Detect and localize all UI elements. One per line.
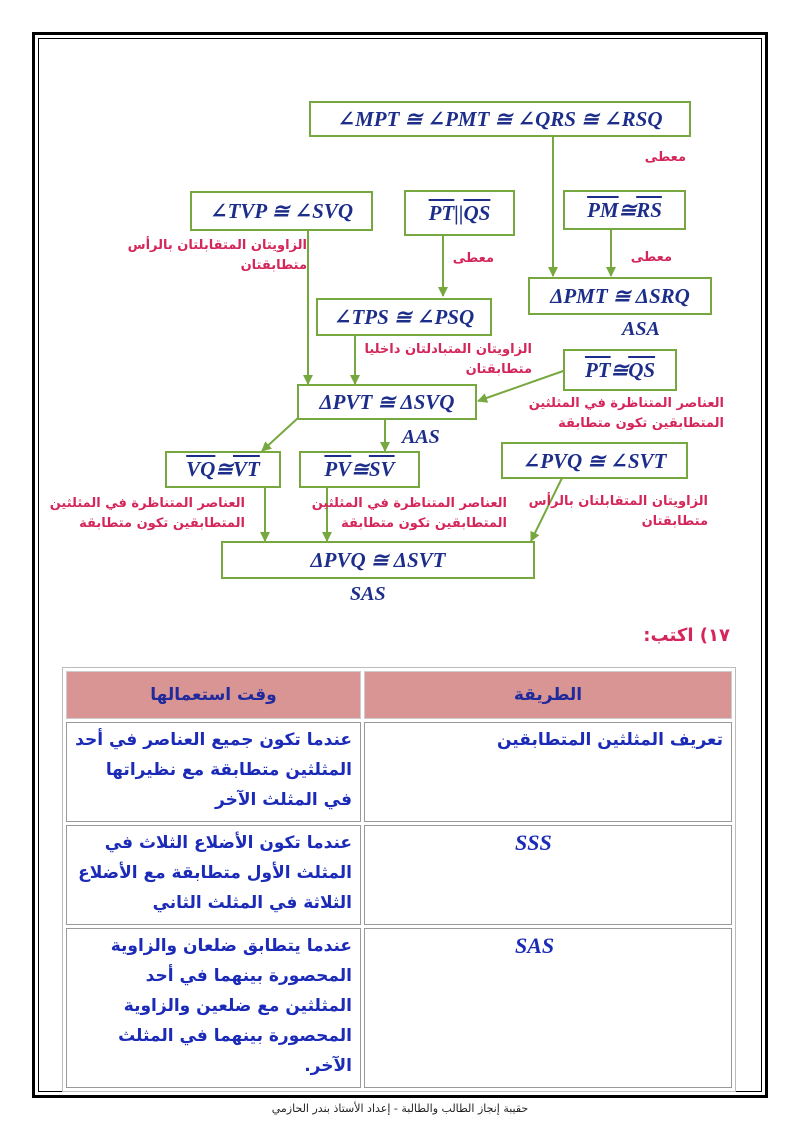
table-row: [66, 928, 732, 1088]
corresponding-parts-note-3: [312, 494, 507, 534]
corresponding-parts-note-2: [50, 494, 245, 534]
note-line: متطابقتان: [465, 362, 532, 377]
note-line: المتطابقين تكون متطابقة: [79, 516, 245, 531]
asa-label: ASA: [622, 318, 660, 340]
congruent-symbol: ≅: [215, 457, 233, 481]
page-footer: حقيبة إنجاز الطالب والطالبة - إعداد الأستاذ بندر الحازمي: [271, 1102, 529, 1115]
method-cell: SAS: [364, 928, 732, 1088]
methods-table: [62, 667, 736, 1092]
segment-sv: $\overline{SV}$: [368, 457, 395, 481]
segment-pt: $\overline{PT}$: [584, 357, 611, 382]
pmt-srq-box: ΔPMT ≅ ΔSRQ: [528, 277, 712, 315]
note-line: العناصر المتناظرة في المثلثين: [49, 496, 245, 511]
segment-qs: $\overline{QS}$: [628, 357, 656, 382]
method-cell: SSS: [364, 825, 732, 925]
header-usage: وقت استعمالها: [66, 671, 361, 719]
vertical-angles-note-1: [128, 236, 307, 276]
segment-qs: $\overline{QS}$: [463, 200, 491, 225]
tps-psq-box: ∠TPS ≅ ∠PSQ: [316, 298, 492, 336]
note-line: المتطابقين تكون متطابقة: [341, 516, 507, 531]
pvt-svq-box: ΔPVT ≅ ΔSVQ: [297, 384, 477, 420]
note-line: الزاويتان المتبادلتان داخليا: [364, 342, 532, 357]
pt-qs-box: [563, 349, 677, 391]
note-line: الزاويتان المتقابلتان بالرأس: [127, 238, 307, 253]
question-17-title: ١٧) اكتب:: [643, 625, 730, 646]
segment-vt: $\overline{VT}$: [232, 457, 260, 481]
aas-label: AAS: [402, 426, 440, 448]
congruent-symbol: ≅: [610, 357, 629, 382]
usage-cell: عندما تكون الأضلاع الثلاث في المثلث الأول متطابقة مع الأضلاع الثلاثة في المثلث الثاني: [66, 825, 361, 925]
pm-rs-box: [563, 190, 686, 230]
congruent-symbol: ≅: [351, 457, 369, 481]
segment-pm: $\overline{PM}$: [587, 197, 619, 222]
parallel-symbol: ||: [454, 200, 464, 225]
pvq-svt-final-box: ΔPVQ ≅ ΔSVT: [221, 541, 535, 579]
tvp-svq-box: ∠TVP ≅ ∠SVQ: [190, 191, 373, 231]
table-row: [66, 825, 732, 925]
arrow-pvt-to-vq: [262, 418, 298, 451]
note-line: العناصر المتناظرة في المثلثين: [311, 496, 507, 511]
usage-cell: عندما تكون جميع العناصر في أحد المثلثين متطابقة مع نظيراتها في المثلث الآخر: [66, 722, 361, 822]
segment-pv: $\overline{PV}$: [324, 457, 352, 481]
pvq-svt-box: ∠PVQ ≅ ∠SVT: [501, 442, 688, 479]
note-line: متطابقتان: [240, 258, 307, 273]
sas-label: SAS: [350, 583, 386, 605]
congruent-symbol: ≅: [618, 197, 637, 222]
note-line: الزاويتان المتقابلتان بالرأس: [528, 494, 708, 509]
corresponding-parts-note-1: [529, 394, 724, 434]
top-angle-congruence-box: ∠MPT ≅ ∠PMT ≅ ∠QRS ≅ ∠RSQ: [309, 101, 691, 137]
segment-rs: $\overline{RS}$: [636, 197, 662, 222]
header-method: الطريقة: [364, 671, 732, 719]
note-line: متطابقتان: [641, 514, 708, 529]
vertical-angles-note-2: [529, 492, 708, 532]
alternate-angles-note: [364, 340, 532, 380]
given-note-3: معطى: [630, 250, 672, 265]
note-line: المتطابقين تكون متطابقة: [558, 416, 724, 431]
usage-cell: عندما يتطابق ضلعان والزاوية المحصورة بينهما في أحد المثلثين مع ضلعين والزاوية المحصورة بينهما في المثلث الآخر.: [66, 928, 361, 1088]
vq-vt-box: [165, 451, 281, 488]
table-header-row: [66, 671, 732, 719]
pv-sv-box: [299, 451, 420, 488]
given-note-1: معطى: [644, 150, 686, 165]
segment-pt: $\overline{PT}$: [428, 200, 455, 225]
segment-vq: $\overline{VQ}$: [186, 457, 216, 481]
given-note-2: معطى: [452, 251, 494, 266]
note-line: العناصر المتناظرة في المثلثين: [528, 396, 724, 411]
table-row: [66, 722, 732, 822]
pt-parallel-qs-box: [404, 190, 515, 236]
method-cell: تعريف المثلثين المتطابقين: [364, 722, 732, 822]
